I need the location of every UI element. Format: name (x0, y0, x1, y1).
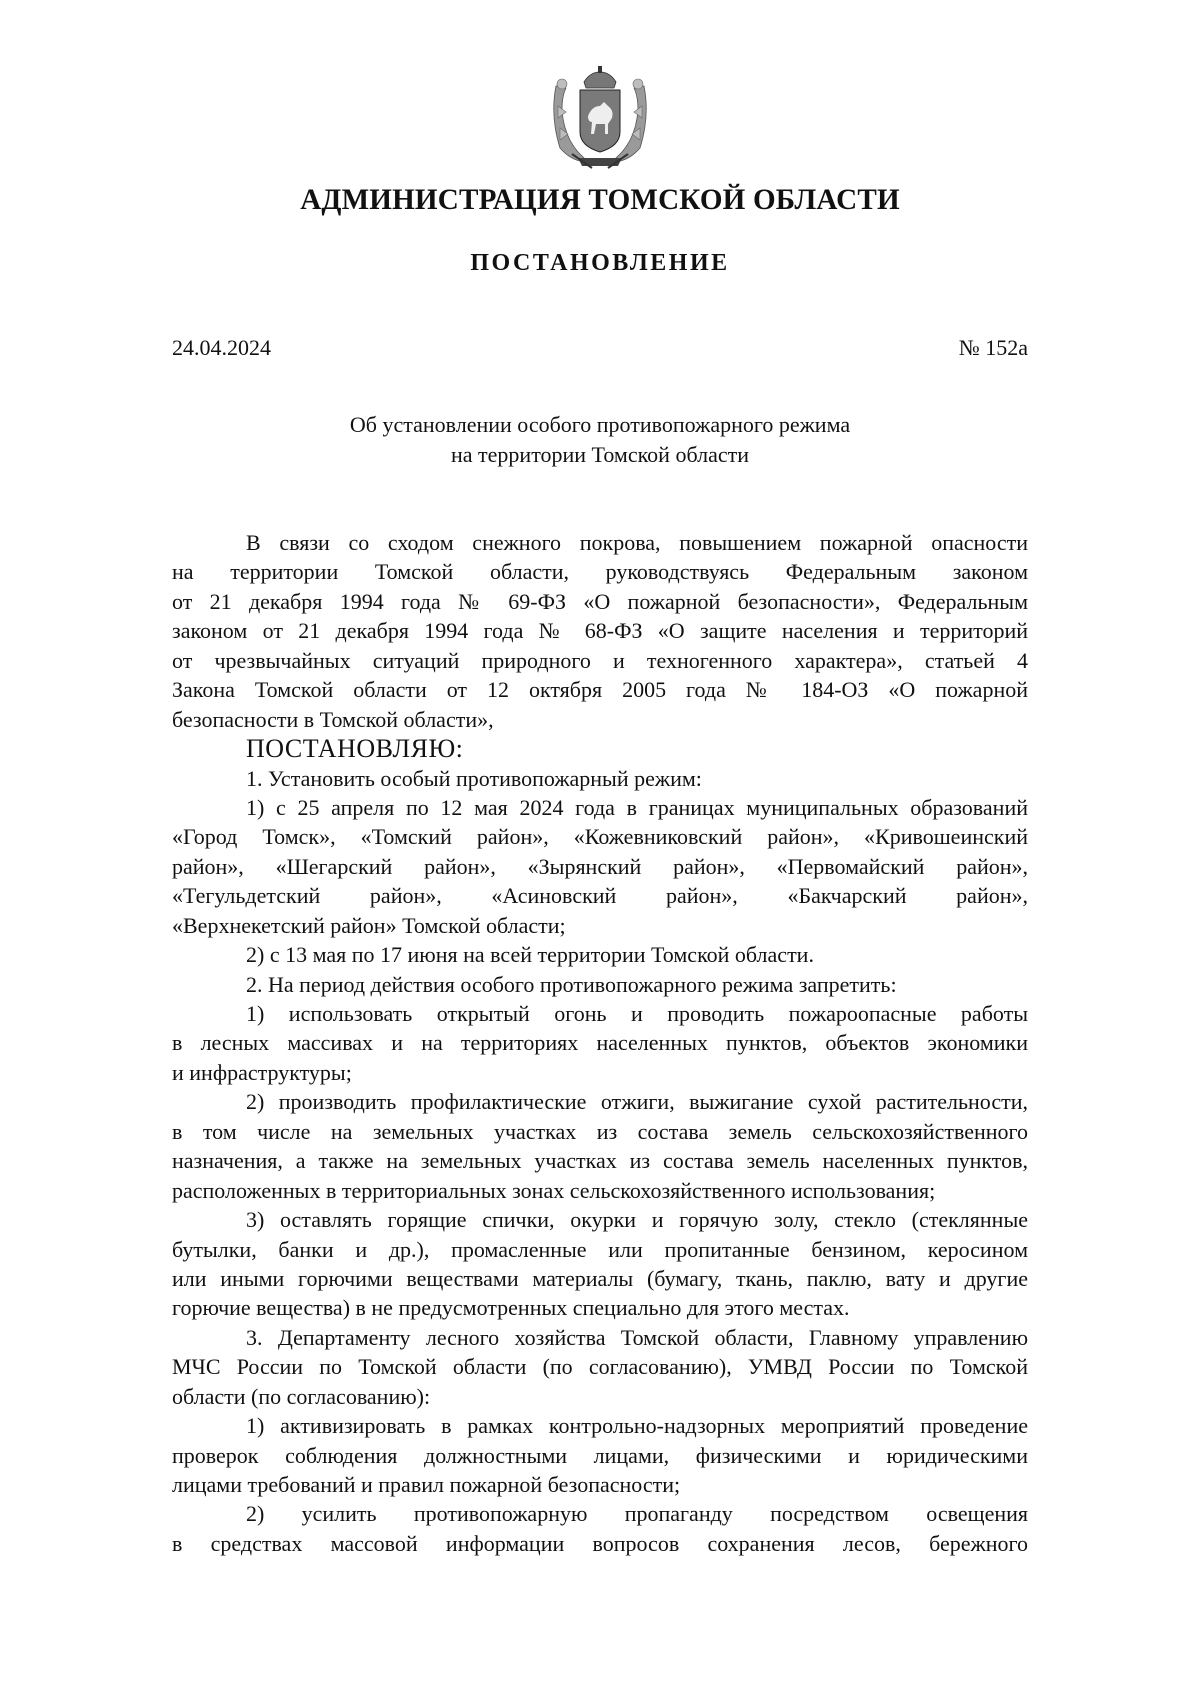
document-body (172, 528, 1028, 1558)
document-type: ПОСТАНОВЛЕНИЕ (470, 250, 730, 276)
document-number: № 152а (958, 335, 1028, 360)
body-line: «Тегульдетский район», «Асиновский район», «Бакчарский район», (172, 883, 1028, 909)
body-line: 2) с 13 мая по 17 июня на всей территории Томской области. (246, 942, 814, 968)
body-line: «Верхнекетский район» Томской области; (172, 912, 566, 938)
body-line: и инфраструктуры; (172, 1059, 352, 1085)
document-subject (0, 410, 1200, 470)
body-line: бутылки, банки и др.), промасленные или пропитанные бензином, керосином (172, 1236, 1028, 1262)
body-line: 2) производить профилактические отжиги, выжигание сухой растительности, (246, 1089, 1028, 1115)
body-line: 1) с 25 апреля по 12 мая 2024 года в границах муниципальных образований (246, 794, 1028, 820)
body-line: на территории Томской области, руководствуясь Федеральным законом (172, 559, 1028, 585)
body-line: или иными горючими веществами материалы (бумагу, ткань, паклю, вату и другие (172, 1265, 1028, 1291)
body-line: расположенных в территориальных зонах сельскохозяйственного использования; (172, 1177, 936, 1203)
subject-line: Об установлении особого противопожарного режима (349, 412, 851, 437)
body-line: 3) оставлять горящие спички, окурки и горячую золу, стекло (стеклянные (246, 1207, 1028, 1233)
body-line: в лесных массивах и на территориях населенных пунктов, объектов экономики (172, 1030, 1028, 1056)
body-line: 1) активизировать в рамках контрольно-надзорных мероприятий проведение (246, 1413, 1028, 1439)
body-line: области (по согласованию): (172, 1383, 431, 1409)
body-line: 1) использовать открытый огонь и проводить пожароопасные работы (246, 1001, 1028, 1026)
body-line: Закона Томской области от 12 октября 2005 года № 184-ОЗ «О пожарной (172, 677, 1028, 703)
body-line: 2) усилить противопожарную пропаганду посредством освещения (246, 1501, 1028, 1527)
body-line: в средствах массовой информации вопросов сохранения лесов, бережного (172, 1530, 1028, 1556)
body-line: от чрезвычайных ситуаций природного и техногенного характера», статьей 4 (172, 647, 1028, 673)
body-line: В связи со сходом снежного покрова, повышением пожарной опасности (246, 530, 1028, 555)
body-line: проверок соблюдения должностными лицами, физическими и юридическими (172, 1442, 1028, 1468)
organization-title: АДМИНИСТРАЦИЯ ТОМСКОЙ ОБЛАСТИ (300, 183, 900, 216)
body-line: «Город Томск», «Томский район», «Кожевниковский район», «Кривошеинский (172, 824, 1028, 850)
decree-heading: ПОСТАНОВЛЯЮ: (246, 734, 464, 764)
body-line: назначения, а также на земельных участках из состава земель населенных пунктов, (172, 1148, 1028, 1174)
body-line: горючие вещества) в не предусмотренных специально для этого местах. (172, 1295, 850, 1321)
body-line: район», «Шегарский район», «Зырянский район», «Первомайский район», (172, 853, 1028, 879)
body-line: безопасности в Томской области», (172, 706, 494, 732)
coat-of-arms-icon (548, 66, 652, 172)
body-line: 2. На период действия особого противопожарного режима запретить: (246, 971, 897, 997)
body-line: законом от 21 декабря 1994 года № 68-ФЗ «О защите населения и территорий (172, 618, 1028, 644)
body-line: в том числе на земельных участках из состава земель сельскохозяйственного (172, 1118, 1028, 1144)
body-line: 3. Департаменту лесного хозяйства Томской области, Главному управлению (246, 1324, 1028, 1350)
body-line: МЧС России по Томской области (по согласованию), УМВД России по Томской (172, 1354, 1028, 1380)
body-line: лицами требований и правил пожарной безопасности; (172, 1472, 681, 1497)
body-line: от 21 декабря 1994 года № 69-ФЗ «О пожарной безопасности», Федеральным (172, 588, 1028, 614)
body-line: 1. Установить особый противопожарный режим: (246, 765, 702, 791)
document-date: 24.04.2024 (172, 335, 271, 360)
subject-line: на территории Томской области (451, 442, 749, 467)
